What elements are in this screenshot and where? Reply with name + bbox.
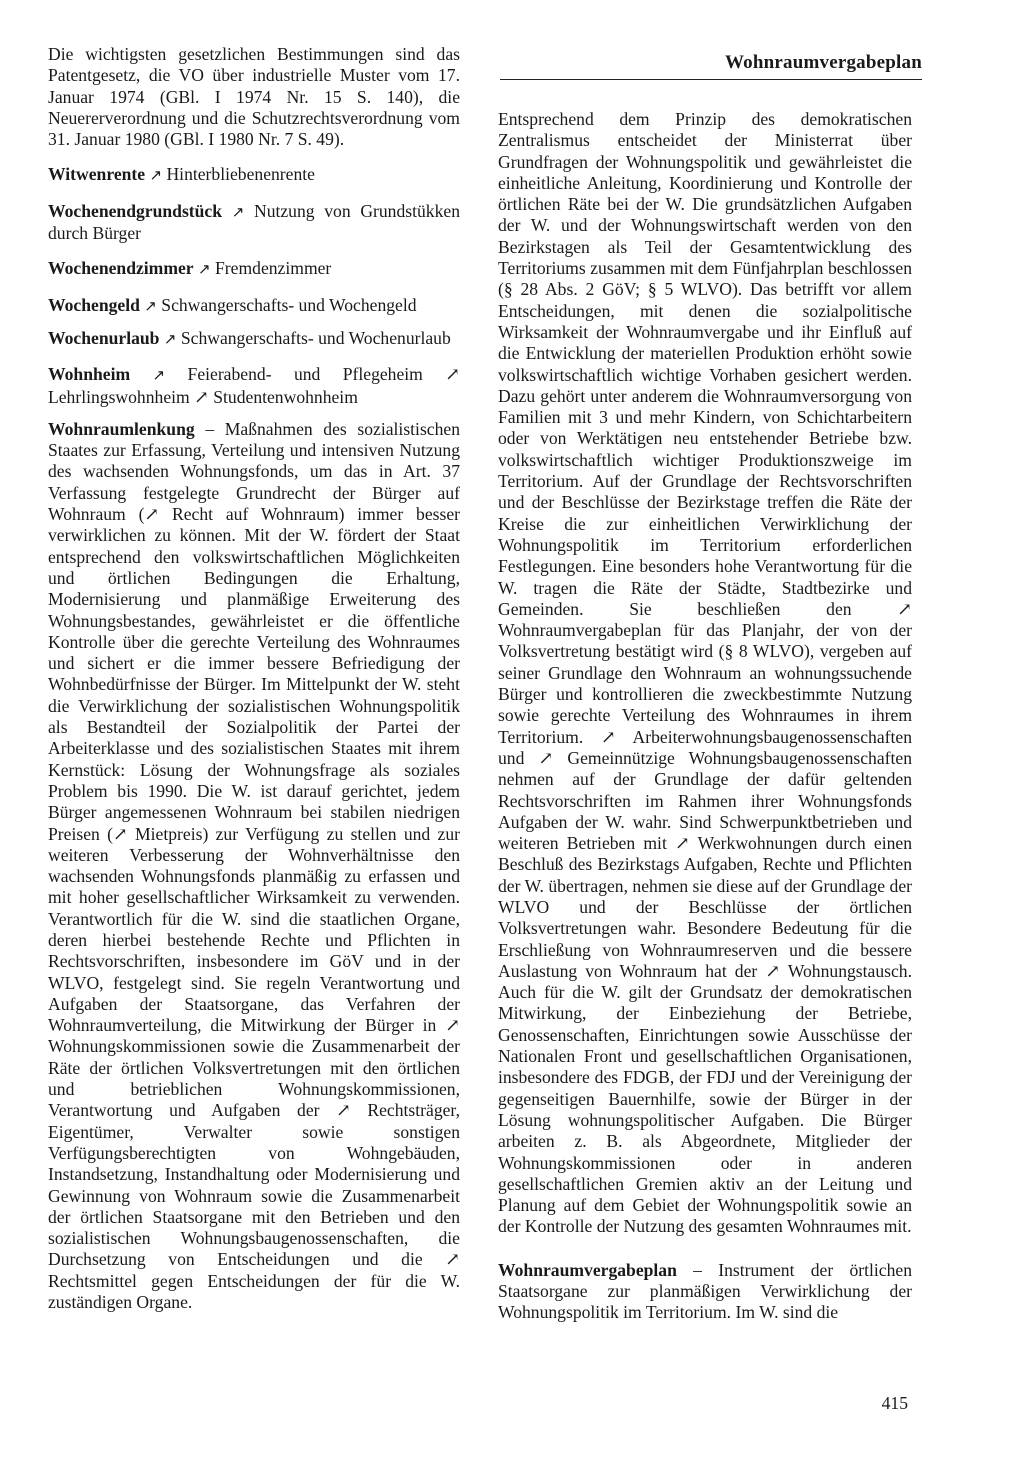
- entry-wochenurlaub: [48, 328, 460, 350]
- lemma: Wochenurlaub: [48, 327, 160, 348]
- right-column: [498, 109, 912, 1324]
- left-column: [48, 44, 460, 1313]
- entry-wohnraumvergabeplan: [498, 1260, 912, 1324]
- cross-reference-arrow-icon: ↗: [198, 260, 211, 279]
- entry-text: Schwangerschafts- und Wochengeld: [161, 294, 417, 315]
- entry-text: Nutzung von Grundstükken durch Bürger: [48, 200, 461, 244]
- lemma: Wochengeld: [48, 294, 140, 315]
- entry-text: Hinterbliebenenrente: [166, 164, 315, 185]
- cross-reference-arrow-icon: ↗: [144, 296, 157, 315]
- cross-reference-arrow-icon: ↗: [231, 202, 245, 221]
- cross-reference-arrow-icon: ↗: [152, 366, 166, 385]
- entry-text: – Instrument der örtlichen Staatsorgane zur planmäßigen Verwirklichung der Wohnungspolitik im Territorium. Im W. sind die: [498, 1259, 912, 1323]
- entry-witwenrente: [48, 164, 460, 186]
- lemma: Wohnraumlenkung: [48, 418, 195, 439]
- entry-text: – Maßnahmen des sozialistischen Staates zur Erfassung, Verteilung und intensiven Nutzung des wachsenden Wohnungsfonds, um das in Art. 37 Verfassung festgelegte Grundrecht der Bürger auf Wohnraum (↗ Recht auf Wohnraum) immer besser verwirklichen zu können. Mit der W. fördert der Staat entsprechend den volkswirtschaftlichen Möglichkeiten und örtlichen Bedingungen die Erhaltung, Modernisierung und planmäßige Erweiterung des Wohnungsbestandes, gewährleistet er die öffentliche Kontrolle über die gerechte Verteilung des Wohnraumes und sichert er die immer bessere Befriedigung der Wohnbedürfnisse der Bürger. Im Mittelpunkt der W. steht die Verwirklichung der sozialistischen Wohnungspolitik als Bestandteil der Sozialpolitik der Partei der Arbeiterklasse und des sozialistischen Staates mit ihrem Kernstück: Lösung der Wohnungsfrage als soziales Problem bis 1990. Die W. ist darauf gerichtet, jedem Bürger angemessenen Wohnraum bei stabilen niedrigen Preisen (↗ Mietpreis) zur Verfügung zu stellen und zur weiteren Verbesserung der Wohnverhältnisse den wachsenden Wohnungsfonds planmäßig zu erfassen und mit hoher gesellschaftlicher Wirksamkeit zu verwenden. Verantwortlich für die W. sind die staatlichen Organe, deren hierbei bestehende Rechte und Pflichten in Rechtsvorschriften, insbesondere im GöV und in der WLVO, festgelegt sind. Sie regeln Verantwortung und Aufgaben der Staatsorgane, das Verfahren der Wohnraumverteilung, die Mitwirkung der Bürger in ↗ Wohnungskommissionen sowie die Zusammenarbeit der Räte der örtlichen Volksvertretungen mit den örtlichen und betrieblichen Wohnungskommissionen, Verantwortung und Aufgaben der ↗ Rechtsträger, Eigentümer, Verwalter sowie sonstigen Verfügungsberechtigten von Wohngebäuden, Instandsetzung, Instandhaltung oder Modernisierung und Gewinnung von Wohnraum sowie die Zusammenarbeit der örtlichen Staatsorgane mit den Betrieben und den sozialistischen Wohnungsbaugenossenschaften, die Durchsetzung von Entscheidungen und die ↗ Rechtsmittel gegen Entscheidungen der für die W. zuständigen Organe.: [48, 418, 460, 1313]
- entry-wochenendgrundstueck: [48, 201, 460, 245]
- running-head: Wohnraumvergabeplan: [725, 52, 922, 73]
- entry-wochenendzimmer: [48, 258, 460, 280]
- lemma: Wochenendgrundstück: [48, 200, 223, 221]
- cross-reference-arrow-icon: ↗: [149, 166, 163, 185]
- entry-wochengeld: [48, 295, 460, 317]
- entry-text: Fremdenzimmer: [215, 258, 332, 279]
- intro-paragraph: Die wichtigsten gesetzlichen Bestimmungen sind das Patentgesetz, die VO über industrielle Muster vom 17. Januar 1974 (GBl. I 1974 Nr. 15 S. 140), die Neuererverordnung und die Schutzrechtsverordnung vom 31. Januar 1980 (GBl. I 1980 Nr. 7 S. 49).: [48, 44, 460, 150]
- entry-text: Feierabend- und Pflegeheim ↗ Lehrlingswohnheim ↗ Studentenwohnheim: [48, 364, 460, 407]
- entry-wohnheim: [48, 364, 460, 408]
- header-rule: [500, 79, 922, 80]
- lemma: Wochenendzimmer: [48, 258, 194, 279]
- lemma: Wohnraumvergabeplan: [498, 1259, 677, 1280]
- page-number: 415: [881, 1393, 908, 1413]
- lemma: Witwenrente: [48, 164, 146, 185]
- entry-text: Schwangerschafts- und Wochenurlaub: [180, 327, 451, 348]
- cross-reference-arrow-icon: ↗: [163, 329, 177, 348]
- entry-wohnraumlenkung: [48, 419, 460, 1313]
- continuation-paragraph: Entsprechend dem Prinzip des demokratischen Zentralismus entscheidet der Ministerrat über Grundfragen der Wohnungspolitik und gewährleistet die einheitliche Anleitung, Koordinierung und Kontrolle der örtlichen Räte bei der W. Die grundsätzlichen Aufgaben der W. und der Wohnungswirtschaft werden von den Bezirkstagen als Teil der Gesamtentwicklung des Territoriums zusammen mit dem Fünfjahrplan beschlossen (§ 28 Abs. 2 GöV; § 5 WLVO). Das betrifft vor allem Entscheidungen, mit denen die sozialpolitische Wirksamkeit der Wohnraumvergabe und ihr Einfluß auf die Entwicklung der materiellen Produktion erhöht sowie volkswirtschaftlich wichtige Vorhaben gesichert werden. Dazu gehört unter anderem die Wohnraumversorgung von Familien mit 3 und mehr Kindern, von Schichtarbeitern oder von Werktätigen neu entstehender Betriebe bzw. volkswirtschaftlich wichtiger Produktionszweige im Territorium. Auf der Grundlage der Rechtsvorschriften und der Beschlüsse der Bezirkstage treffen die Räte der Kreise die zur einheitlichen Verwirklichung der Wohnungspolitik im Territorium erforderlichen Festlegungen. Eine besonders hohe Verantwortung für die W. tragen die Räte der Städte, Stadtbezirke und Gemeinden. Sie beschließen den ↗ Wohnraumvergabeplan für das Planjahr, der von der Volksvertretung bestätigt wird (§ 8 WLVO), vergeben auf seiner Grundlage den Wohnraum an wohnungssuchende Bürger und kontrollieren die zweckbestimmte Nutzung sowie gerechte Verteilung des Wohnraumes in ihrem Territorium. ↗ Arbeiterwohnungsbaugenossenschaften und ↗ Gemeinnützige Wohnungsbaugenossenschaften nehmen auf der Grundlage der dafür geltenden Rechtsvorschriften im Rahmen ihrer Wohnungsfonds Aufgaben der W. wahr. Sind Schwerpunktbetrieben und weiteren Betrieben mit ↗ Werkwohnungen durch einen Beschluß des Bezirkstags Aufgaben, Rechte und Pflichten der W. übertragen, nehmen sie diese auf der Grundlage der WLVO und der Beschlüsse der örtlichen Volksvertretungen wahr. Besondere Bedeutung für die Erschließung von Wohnraumreserven und die bessere Auslastung von Wohnraum hat der ↗ Wohnungstausch. Auch für die W. gilt der Grundsatz der demokratischen Mitwirkung, der Einbeziehung der Betriebe, Genossenschaften, Einrichtungen sowie Ausschüsse der Nationalen Front und gesellschaftlichen Organisationen, insbesondere des FDGB, der FDJ und der Vereinigung der gegenseitigen Bauernhilfe, sowie der Bürger in der Lösung wohnungspolitischer Aufgaben. Die Bürger arbeiten z. B. als Abgeordnete, Mitglieder der Wohnungskommissionen oder in anderen gesellschaftlichen Gremien aktiv an der Leitung und Planung auf dem Gebiet der Wohnungspolitik sowie an der Kontrolle der Nutzung des gesamten Wohnraumes mit.: [498, 109, 912, 1237]
- lemma: Wohnheim: [48, 364, 131, 385]
